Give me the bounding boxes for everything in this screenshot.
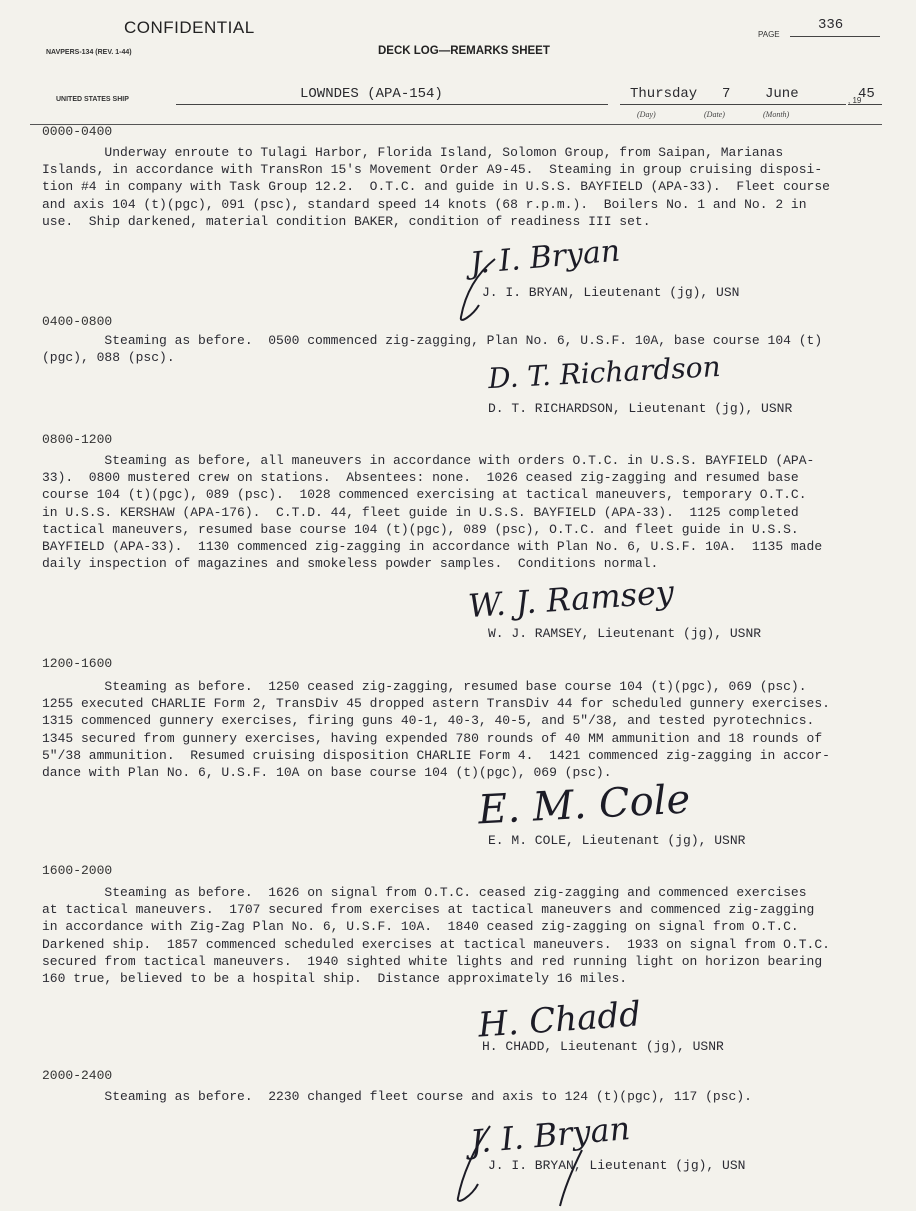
signature-image: H. Chadd [476, 994, 643, 1046]
log-year: 45 [858, 86, 875, 102]
signature-name-0800-1200: W. J. RAMSEY, Lieutenant (jg), USNR [488, 626, 762, 641]
signature-image: J. I. Bryan [468, 1109, 632, 1161]
header-rule [30, 124, 882, 125]
watch-1600-2000: 1600-2000 [42, 863, 113, 878]
entry-remarks-0000-0400: Underway enroute to Tulagi Harbor, Florida Island, Solomon Group, from Saipan, Marianas Islands, in accordance with TransRon 15's Movement Order A9-45. Steaming in group cruising disposi- tion #4 in company with Task Group 12.2. O.T.C. and guide in U.S.S. BAYFIELD (APA-33). Fleet course and axis 104 (t)(pgc), 091 (psc), standard speed 14 knots (68 r.p.m.). Boilers No. 1 and No. 2 in use. Ship darkened, material condition BAKER, condition of readiness III set. [42, 145, 830, 229]
log-month: June [765, 86, 799, 102]
entry-remarks-1600-2000: Steaming as before. 1626 on signal from O.T.C. ceased zig-zagging and commenced exercises at tactical maneuvers. 1707 secured from exercises at tactical maneuvers and commenced zig-zagging in accordance with Zig-Zag Plan No. 6, U.S.F. 10A. 1840 ceased zig-zagging on signal from O.T.C. Darkened ship. 1857 commenced scheduled exercises at tactical maneuvers. 1933 on signal from O.T.C. secured from tactical maneuvers. 1940 sighted white lights and red running light on horizon bearing 160 true, believed to be a hospital ship. Distance approximately 16 miles. [42, 885, 830, 987]
entry-remarks-2000-2400: Steaming as before. 2230 changed fleet course and axis to 124 (t)(pgc), 117 (psc). [42, 1089, 752, 1104]
watch-2000-2400: 2000-2400 [42, 1068, 113, 1083]
page-number-line [790, 36, 880, 37]
year-prefix: , 19 [848, 96, 862, 105]
watch-0800-1200: 0800-1200 [42, 432, 113, 447]
year-line [848, 104, 882, 105]
form-code: NAVPERS-134 (REV. 1-44) [46, 49, 132, 56]
entry-remarks-0800-1200: Steaming as before, all maneuvers in accordance with orders O.T.C. in U.S.S. BAYFIELD (APA- 33). 0800 mustered crew on stations. Absentees: none. 1026 ceased zig-zagging and resumed base course 104 (t)(pgc), 089 (psc). 1028 commenced exercising at tactical maneuvers, temporary O.T.C. in U.S.S. KERSHAW (APA-176). C.T.D. 44, fleet guide in U.S.S. BAYFIELD (APA-33). 1125 completed tactical maneuvers, resumed base course 104 (t)(pgc), 089 (psc), O.T.C. and fleet guide in U.S.S. BAYFIELD (APA-33). 1130 commenced zig-zagging in accordance with Plan No. 6, U.S.F. 10A. 1135 made daily inspection of magazines and smokeless powder samples. Conditions normal. [42, 453, 823, 572]
form-title: CONFIDENTIAL [124, 18, 255, 37]
date-caption: (Date) [704, 110, 725, 119]
day-caption: (Day) [637, 110, 656, 119]
ship-name-line [176, 104, 608, 105]
signature-name-0400-0800: D. T. RICHARDSON, Lieutenant (jg), USNR [488, 401, 793, 416]
ship-name: LOWNDES (APA-154) [300, 86, 443, 102]
watch-0000-0400: 0000-0400 [42, 124, 113, 139]
watch-1200-1600: 1200-1600 [42, 656, 113, 671]
signature-image: D. T. Richardson [487, 349, 722, 396]
watch-0400-0800: 0400-0800 [42, 314, 113, 329]
page-label: PAGE [758, 30, 780, 39]
month-caption: (Month) [763, 110, 790, 119]
signature-name-1200-1600: E. M. COLE, Lieutenant (jg), USNR [488, 833, 746, 848]
signature-name-2000-2400: J. I. BRYAN, Lieutenant (jg), USN [488, 1158, 746, 1173]
signature-name-0000-0400: J. I. BRYAN, Lieutenant (jg), USN [482, 285, 740, 300]
signature-image: W. J. Ramsey [466, 572, 676, 626]
ship-label: UNITED STATES SHIP [56, 96, 129, 103]
signature-name-1600-2000: H. CHADD, Lieutenant (jg), USNR [482, 1039, 724, 1054]
entry-remarks-0400-0800: Steaming as before. 0500 commenced zig-zagging, Plan No. 6, U.S.F. 10A, base course 104 (t) (pgc), 088 (psc). [42, 333, 823, 366]
signature-image: E. M. Cole [476, 776, 692, 834]
date-line [620, 104, 846, 105]
page-number: 336 [818, 17, 844, 33]
sheet-title: DECK LOG—REMARKS SHEET [378, 45, 550, 57]
log-day: Thursday [630, 86, 698, 102]
log-date: 7 [722, 86, 731, 102]
entry-remarks-1200-1600: Steaming as before. 1250 ceased zig-zagging, resumed base course 104 (t)(pgc), 069 (psc). 1255 executed CHARLIE Form 2, TransDiv 45 dropped astern TransDiv 44 for scheduled gunnery exercises. 1315 commenced gunnery exercises, firing guns 40-1, 40-3, 40-5, and 5"/38, and tested pyrotechnics. 1345 secured from gunnery exercises, having expended 780 rounds of 40 MM ammunition and 18 rounds of 5"/38 ammunition. Resumed cruising disposition CHARLIE Form 4. 1421 commenced zig-zagging in accor- dance with Plan No. 6, U.S.F. 10A on base course 104 (t)(pgc), 069 (psc). [42, 679, 830, 781]
signature-image: J. I. Bryan [468, 233, 622, 282]
